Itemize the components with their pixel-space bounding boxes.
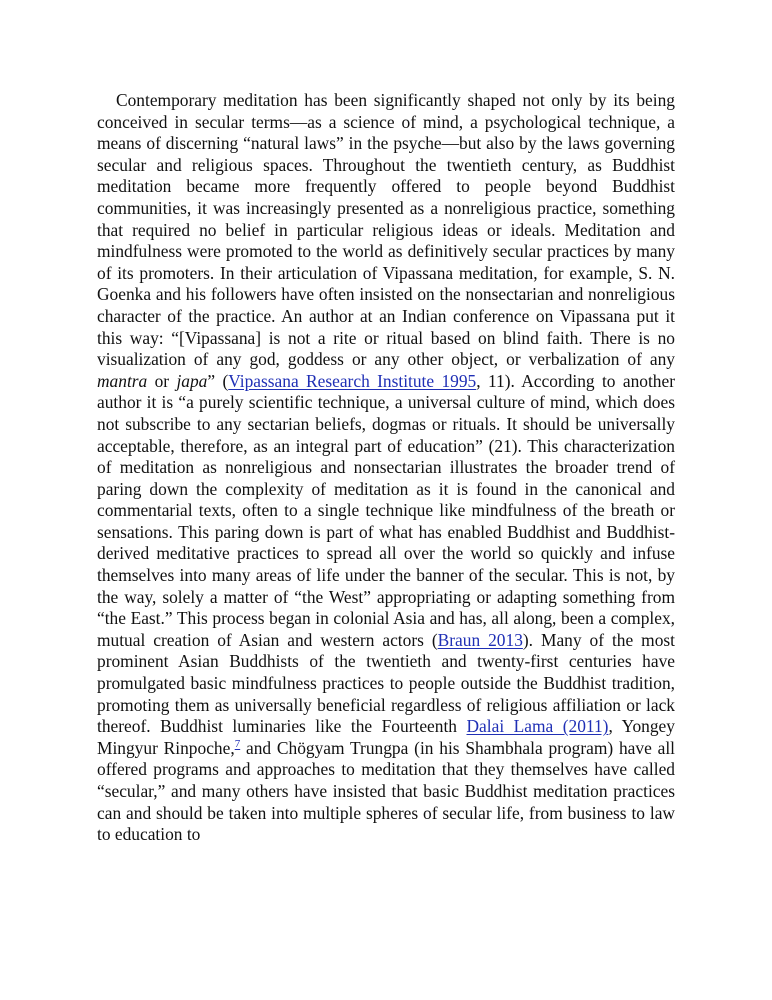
paragraph-text: , Yongey Mingyur Rinpoche, <box>97 716 675 758</box>
body-paragraph <box>97 90 675 846</box>
citation-link-vipassana-research-institute[interactable]: Vipassana Research Institute 1995 <box>228 370 477 391</box>
paragraph-text: ). Many of the most prominent Asian Buddhists of the twentieth and twenty-first centuries have promulgated basic mindfulness practices to people outside the Buddhist tradition, promoting them as universally beneficial regardless of religious affiliation or lack thereof. Buddhist luminaries like the Fourteenth <box>97 629 675 737</box>
paragraph-text: Contemporary meditation has been significantly shaped not only by its being conceived in secular terms—as a science of mind, a psychological technique, a means of discerning “natural laws” in the psyche—but also by the laws governing secular and religious spaces. Throughout the twentieth century, as Buddhist meditation became more frequently offered to people beyond Buddhist communities, it was increasingly presented as a nonreligious practice, something that required no belief in particular religious ideas or ideals. Meditation and mindfulness were promoted to the world as definitively secular practices by many of its promoters. In their articulation of Vipassana meditation, for example, S. N. Goenka and his followers have often insisted on the nonsectarian and nonreligious character of the practice. An author at an Indian conference on Vipassana put it this way: “[Vipassana] is not a rite or ritual based on blind faith. There is no visualization of any god, goddess or any other object, or verbalization of any <box>97 90 675 370</box>
footnote-link[interactable]: 7 <box>234 737 241 750</box>
paragraph-text: and Chögyam Trungpa (in his Shambhala program) have all offered programs and approaches to meditation that they themselves have called “secular,” and many others have insisted that basic Buddhist meditation practices can and should be taken into multiple spheres of secular life, from business to law to education to <box>97 737 676 845</box>
italic-term-mantra: mantra <box>97 370 148 391</box>
paragraph-text: ” ( <box>207 370 229 391</box>
paragraph-text: , 11). According to another author it is “a purely scientific technique, a universal culture of mind, which does not subscribe to any sectarian beliefs, dogmas or rituals. It should be universally acceptable, therefore, as an integral part of education” (21). This characterization of meditation as nonreligious and nonsectarian illustrates the broader trend of paring down the complexity of meditation as it is found in the canonical and commentarial texts, often to a single technique like mindfulness of the breath or sensations. This paring down is part of what has enabled Buddhist and Buddhist-derived meditative practices to spread all over the world so quickly and infuse themselves into many areas of life under the banner of the secular. This is not, by the way, solely a matter of “the West” appropriating or adapting something from “the East.” This process began in colonial Asia and has, all along, been a complex, mutual creation of Asian and western actors ( <box>97 370 676 650</box>
citation-link-braun[interactable]: Braun 2013 <box>437 629 523 650</box>
italic-term-japa: japa <box>176 370 208 391</box>
citation-link-dalai-lama[interactable]: Dalai Lama (2011) <box>466 716 609 737</box>
paragraph-text: or <box>147 370 177 391</box>
